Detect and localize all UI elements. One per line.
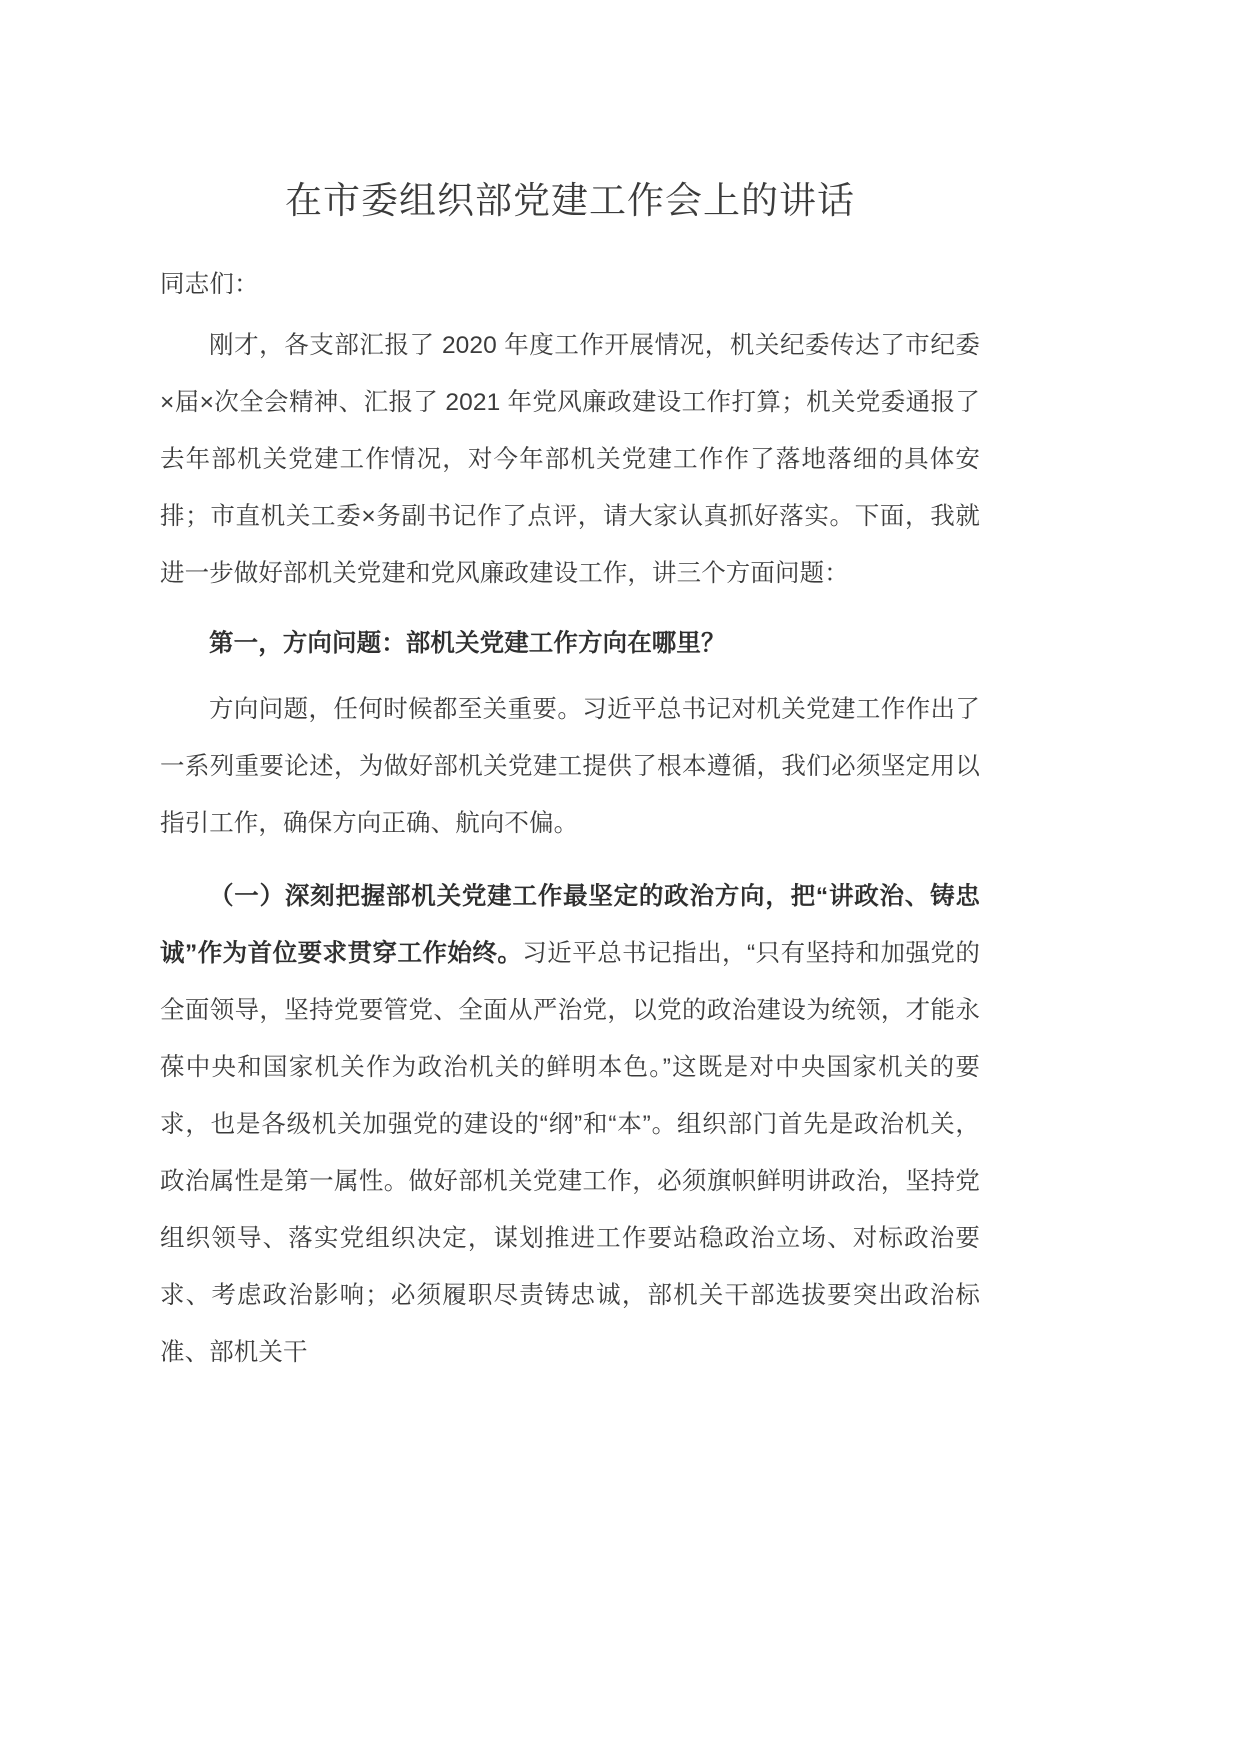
- paragraph-direction: 方向问题，任何时候都至关重要。习近平总书记对机关党建工作作出了一系列重要论述，为做好部机关党建工提供了根本遵循，我们必须坚定用以指引工作，确保方向正确、航向不偏。: [160, 695, 980, 837]
- paragraph-section-one: [160, 852, 980, 1381]
- page-title: 在市委组织部党建工作会上的讲话: [285, 180, 855, 221]
- salutation: 同志们：: [160, 270, 259, 298]
- document-content: [160, 0, 980, 1381]
- heading-first-question: 第一，方向问题：部机关党建工作方向在哪里？: [209, 629, 726, 657]
- section-one-body: 习近平总书记指出，“只有坚持和加强党的全面领导，坚持党要管党、全面从严治党，以党的政治建设为统领，才能永葆中央和国家机关作为政治机关的鲜明本色。”这既是对中央国家机关的要求，也是各级机关加强党的建设的“纲”和“本”。组织部门首先是政治机关，政治属性是第一属性。做好部机关党建工作，必须旗帜鲜明讲政治，坚持党组织领导、落实党组织决定，谋划推进工作要站稳政治立场、对标政治要求、考虑政治影响；必须履职尽责铸忠诚，部机关干部选拔要突出政治标准、部机关干: [160, 939, 981, 1366]
- section-one-lead: （一）深刻把握部机关党建工作最坚定的政治方向，把“讲政治、铸忠诚”作为首位要求贯穿工作始终。: [160, 882, 980, 967]
- paragraph-intro: 刚才，各支部汇报了 2020 年度工作开展情况，机关纪委传达了市纪委×届×次全会精神、汇报了 2021 年党风廉政建设工作打算；机关党委通报了去年部机关党建工作情况，对今年部机关党建工作作了落地落细的具体安排；市直机关工委×务副书记作了点评，请大家认真抓好落实。下面，我就进一步做好部机关党建和党风廉政建设工作，讲三个方面问题：: [160, 331, 980, 587]
